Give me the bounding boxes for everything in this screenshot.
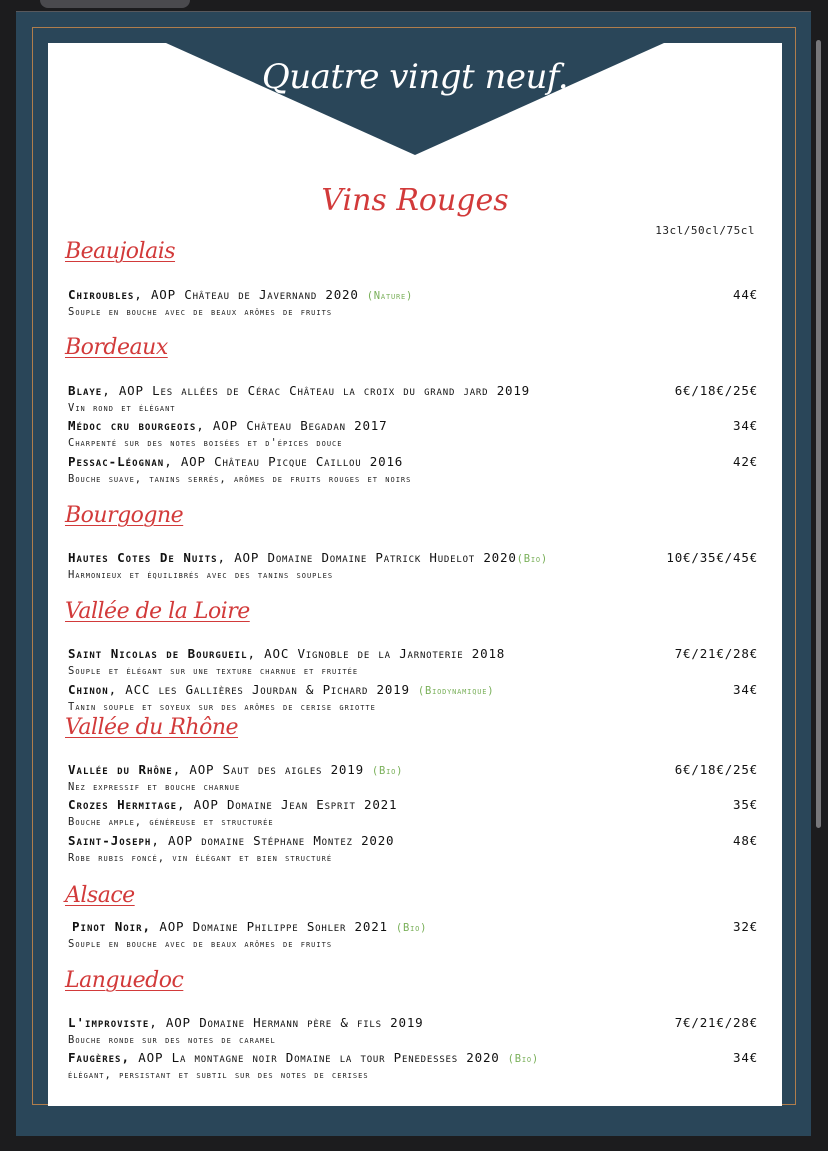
menu-page [48,43,782,1106]
wine-description: Robe rubis foncé, vin élégant et bien structuré [68,852,333,864]
wine-description: Souple en bouche avec de beaux arômes de fruits [68,306,333,318]
region-title: Alsace [65,883,135,908]
wine-entry [68,918,758,952]
wine-name: Pinot Noir, [72,919,152,934]
wine-appellation: , AOP Château Begadan 2017 [196,418,388,433]
wine-entry [68,681,758,715]
scrollbar-thumb[interactable] [816,40,821,828]
wine-name: Médoc cru bourgeois [68,418,197,433]
wine-tag: (Bio) [507,1053,540,1065]
wine-entry [68,1014,758,1048]
wine-name: Hautes Cotes De Nuits [68,550,218,565]
wine-appellation: AOP Domaine Philippe Sohler 2021 [151,919,388,934]
wine-price: 35€ [733,797,758,812]
brand-logo: Quatre vingt neuf. [261,57,569,97]
wine-name: Chiroubles [68,287,135,302]
wine-price: 6€/18€/25€ [674,762,758,777]
wine-name: Faugères, [68,1050,130,1065]
wine-description: Charpenté sur des notes boisées et d'épices douce [68,437,343,449]
region-title: Languedoc [65,968,184,993]
wine-description: Harmonieux et équilibrés avec des tanins souples [68,569,334,581]
wine-price: 44€ [733,287,758,302]
region-title: Vallée du Rhône [65,715,239,740]
wine-entry [68,761,758,795]
wine-name: Vallée du Rhône [68,762,173,777]
wine-appellation: , AOP domaine Stéphane Montez 2020 [151,833,395,848]
wine-appellation: , AOP Domaine Jean Esprit 2021 [177,797,398,812]
wine-appellation: , ACC les Gallières Jourdan & Pichard 2019 [108,682,410,697]
wine-entry [68,382,758,416]
viewer-tab[interactable] [40,0,190,8]
wine-appellation: , AOP Château Picque Caillou 2016 [164,454,404,469]
wine-appellation: , AOP Les allées de Cérac Château la croix du grand jard 2019 [102,383,530,398]
wine-entry [68,796,758,830]
wine-description: Tanin souple et soyeux sur des arômes de cerise griotte [68,701,376,713]
wine-description: Souple et élégant sur une texture charnue et fruitée [68,665,359,677]
wine-price: 32€ [733,919,758,934]
wine-description: élégant, persistant et subtil sur des notes de cerises [68,1069,369,1081]
wine-appellation: , AOP Saut des aigles 2019 [172,762,364,777]
wine-price: 34€ [733,418,758,433]
wine-tag: (Bio) [516,553,549,565]
wine-description: Nez expressif et bouche charnue [68,781,241,793]
wine-price: 34€ [733,682,758,697]
wine-entry [68,417,758,451]
region-title: Beaujolais [65,239,176,264]
wine-name: Blaye [68,383,103,398]
wine-price: 6€/18€/25€ [674,383,758,398]
region-title: Bourgogne [65,503,184,528]
wine-name: L'improviste [68,1015,150,1030]
wine-entry [68,645,758,679]
wine-name: Crozes Hermitage [68,797,178,812]
wine-description: Souple en bouche avec de beaux arômes de fruits [68,938,333,950]
wine-appellation: AOP La montagne noir Domaine la tour Penedesses 2020 [129,1050,500,1065]
wine-entry [68,1049,758,1083]
wine-name: Pessac-Léognan [68,454,165,469]
wine-appellation: , AOP Domaine Hermann père & fils 2019 [149,1015,424,1030]
region-title: Bordeaux [65,335,168,360]
wine-price: 48€ [733,833,758,848]
wine-price: 7€/21€/28€ [674,1015,758,1030]
wine-description: Bouche suave, tanins serrés, arômes de fruits rouges et noirs [68,473,412,485]
wine-appellation: , AOP Château de Javernand 2020 [134,287,359,302]
wine-entry [68,832,758,866]
wine-name: Chinon [68,682,109,697]
section-title: Vins Rouges [321,183,509,218]
wine-tag: (Nature) [366,290,414,302]
wine-description: Bouche ronde sur des notes de caramel [68,1034,276,1046]
wine-price: 42€ [733,454,758,469]
wine-name: Saint-Joseph [68,833,152,848]
wine-entry [68,286,758,320]
wine-entry [68,453,758,487]
wine-description: Vin rond et élégant [68,402,176,414]
wine-tag: (Bio) [371,765,404,777]
wine-price: 7€/21€/28€ [674,646,758,661]
wine-entry [68,549,758,583]
wine-description: Bouche ample, généreuse et structurée [68,816,274,828]
wine-tag: (Bio) [395,922,428,934]
region-title: Vallée de la Loire [65,599,250,624]
wine-appellation: , AOP Domaine Domaine Patrick Hudelot 2020 [217,550,517,565]
wine-name: Saint Nicolas de Bourgueil [68,646,248,661]
size-header: 13cl/50cl/75cl [655,224,755,237]
wine-appellation: , AOC Vignoble de la Jarnoterie 2018 [247,646,506,661]
wine-price: 34€ [733,1050,758,1065]
wine-tag: (Biodynamique) [417,685,495,697]
wine-price: 10€/35€/45€ [666,550,758,565]
